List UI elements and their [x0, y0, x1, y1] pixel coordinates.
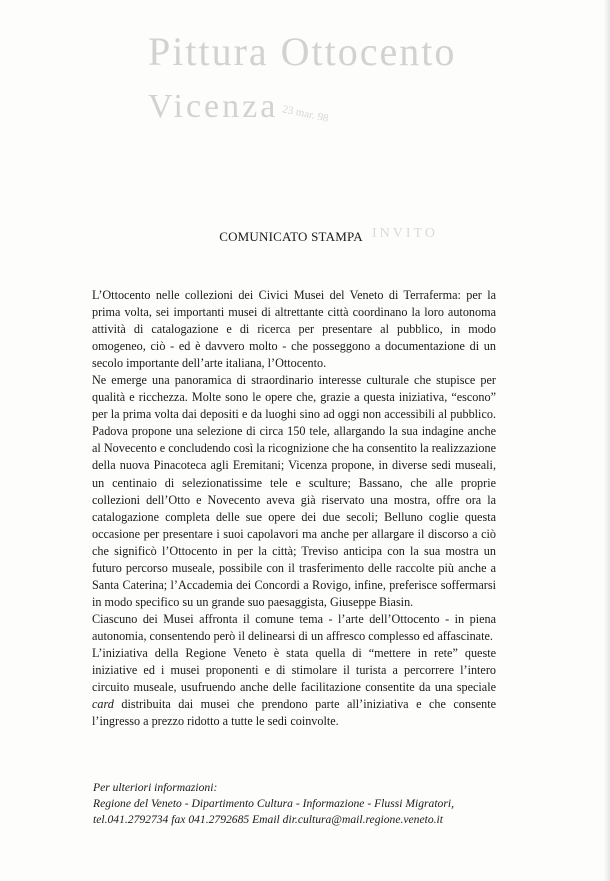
contact-footer	[93, 780, 513, 828]
page-edge-shadow	[604, 0, 610, 881]
bleed-through-subheading: Vicenza	[148, 88, 279, 125]
paragraph-overview: Ne emerge una panoramica di straordinario interesse culturale che stupisce per qualità e ricchezza. Molte sono le opere che, grazie a questa iniziativa, “escono” per la prima volta dai depositi e da luoghi sino ad oggi non accessibili al pubblico. Padova propone una selezione di circa 150 tele, allargando la sua indagine anche al Novecento e concludendo così la ricognizione che ha consentito la realizzazione della nuova Pinacoteca agli Eremitani; Vicenza propone, in diverse sedi museali, un centinaio di selezionatissime tele e sculture; Bassano, che alle proprie collezioni dell’Otto e Novecento aveva già riservato una mostra, offre ora la catalogazione completa delle sue opere dei due secoli; Belluno coglie questa occasione per presentare i suoi capolavori ma anche per allargare il discorso a ciò che significò l’Ottocento in per la città; Treviso anticipa con la sua mostra un futuro percorso museale, possibile con il trasferimento delle raccolte più anche a Santa Caterina; l’Accademia dei Concordi a Rovigo, infine, preferisce soffermarsi in modo specifico su un grande suo paesaggista, Giuseppe Biasin.	[92, 373, 496, 609]
bleed-through-heading: Pittura Ottocento	[148, 29, 457, 74]
paragraph-initiative-end: distribuita dai musei che prendono parte all’iniziativa e che consente l’ingresso a prezzo ridotto a tutte le sedi coinvolte.	[92, 697, 496, 729]
paragraph-museums: Ciascuno dei Musei affronta il comune tema - l’arte dell’Ottocento - in piena autonomia, consentendo però il delinearsi di un affresco complesso ed affascinate.	[92, 611, 496, 643]
footer-department: Regione del Veneto - Dipartimento Cultura - Informazione - Flussi Migratori,	[93, 797, 454, 810]
press-release-body	[92, 287, 496, 730]
paragraph-initiative	[92, 645, 496, 730]
paragraph-initiative-start: L’iniziativa della Regione Veneto è stata quella di “mettere in rete” queste iniziative ed i musei proponenti e di stimolare il turista a percorrere l’intero circuito museale, usufruendo anche delle facilitazione consentite da una speciale	[92, 645, 496, 695]
bleed-through-stamp: 23 mar. 98	[281, 103, 330, 125]
footer-contacts: tel.041.2792734 fax 041.2792685 Email dir.cultura@mail.regione.veneto.it	[93, 813, 443, 826]
document-title: COMUNICATO STAMPA	[219, 229, 363, 244]
bleed-through-invito: INVITO	[372, 226, 438, 241]
paragraph-intro: L’Ottocento nelle collezioni dei Civici Musei del Veneto di Terraferma: per la prima volta, sei importanti musei di altrettante città coordinano la loro autonoma attività di catalogazione e di ricerca per presentare al pubblico, in modo omogeneo, ciò - ed è davvero molto - che posseggono a documentazione di un secolo importante dell’arte italiana, l’Ottocento.	[92, 288, 496, 371]
footer-info-label: Per ulteriori informazioni:	[93, 781, 218, 794]
card-term: card	[92, 697, 114, 712]
